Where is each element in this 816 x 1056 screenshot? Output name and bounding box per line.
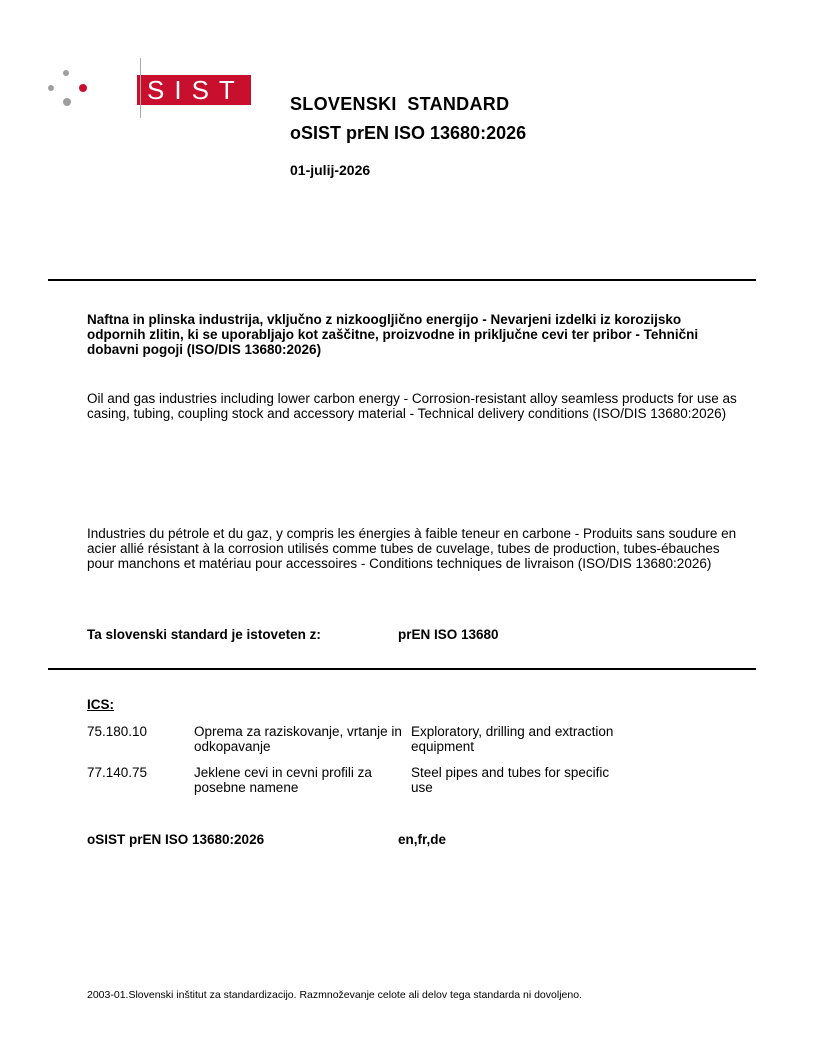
sist-logo <box>46 62 245 120</box>
standard-heading: SLOVENSKI STANDARD <box>290 94 510 114</box>
title-slovenian: Naftna in plinska industrija, vključno z nizkoogljično energijo - Nevarjeni izdelki iz korozijsko odpornih zlitin, ki se uporabljajo kot zaščitne, proizvodne in priključne cevi ter pribor - Tehnični dobavni pogoji (ISO/DIS 13680:2026) <box>87 312 699 357</box>
copyright-footer: 2003-01.Slovenski inštitut za standardizacijo. Razmnoževanje celote ali delov tega standarda ni dovoljeno. <box>87 989 582 1001</box>
top-divider <box>48 279 756 281</box>
document-code: oSIST prEN ISO 13680:2026 <box>87 832 265 847</box>
ics-code: 77.140.75 <box>87 765 148 780</box>
identical-value: prEN ISO 13680 <box>398 627 499 642</box>
logo-dot <box>48 85 54 91</box>
ics-description-sl: Jeklene cevi in cevni profili za posebne namene <box>194 765 372 795</box>
title-french: Industries du pétrole et du gaz, y compris les énergies à faible teneur en carbone - Produits sans soudure en acier allié résistant à la corrosion utilisés comme tubes de cuvelage, tubes de production, tubes-ébauches pour manchons et matériau pour accessoires - Conditions techniques de livraison (ISO/DIS 13680:2026) <box>87 526 737 571</box>
ics-code: 75.180.10 <box>87 724 148 739</box>
logo-dot <box>63 70 69 76</box>
logo-divider <box>140 58 141 118</box>
logo-wordmark: SIST <box>137 75 251 105</box>
ics-description-en: Exploratory, drilling and extraction equipment <box>411 724 614 754</box>
logo-dot <box>63 98 71 106</box>
ics-description-sl: Oprema za raziskovanje, vrtanje in odkopavanje <box>194 724 402 754</box>
logo-dot-accent <box>79 84 87 92</box>
ics-label: ICS: <box>87 697 114 712</box>
standard-date: 01-julij-2026 <box>290 162 371 178</box>
title-english: Oil and gas industries including lower carbon energy - Corrosion-resistant alloy seamless products for use as casing, tubing, coupling stock and accessory material - Technical delivery conditions (ISO/DIS 13680:2026) <box>87 391 737 421</box>
standard-code: oSIST prEN ISO 13680:2026 <box>290 123 527 143</box>
identical-label: Ta slovenski standard je istoveten z: <box>87 627 321 642</box>
ics-description-en: Steel pipes and tubes for specific use <box>411 765 610 795</box>
document-languages: en,fr,de <box>398 832 447 847</box>
middle-divider <box>48 668 756 670</box>
